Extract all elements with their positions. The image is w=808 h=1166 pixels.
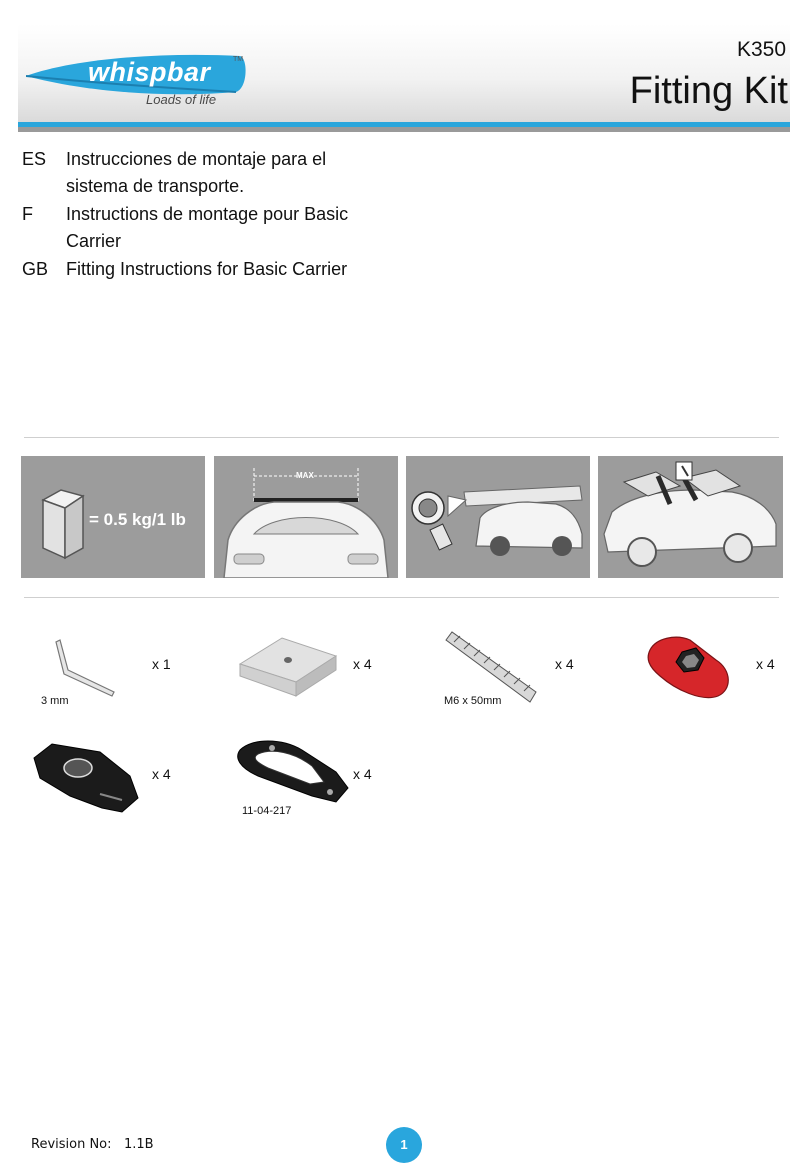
divider-middle <box>24 597 779 598</box>
language-item-gb <box>22 256 402 283</box>
language-list <box>22 146 402 284</box>
logo-tagline: Loads of life <box>146 92 217 107</box>
load-panel <box>598 456 783 578</box>
part-label: 11-04-217 <box>242 805 292 817</box>
header-stripe-grey <box>18 127 790 132</box>
language-item-f <box>22 201 402 255</box>
red-cover-icon <box>646 630 736 702</box>
car-strap-icon <box>406 456 590 578</box>
weight-panel <box>21 456 205 578</box>
foot-pad-icon <box>30 738 142 816</box>
part-qty: x 4 <box>152 766 171 782</box>
page-number-badge: 1 <box>386 1127 422 1163</box>
language-text: Fitting Instructions for Basic Carrier <box>66 259 348 279</box>
strap-panel <box>406 456 590 578</box>
max-spacing-panel <box>214 456 398 578</box>
clamp-bracket-icon <box>232 736 350 806</box>
part-label: M6 x 50mm <box>444 695 502 707</box>
logo-text: whispbar <box>88 57 211 87</box>
weight-label: = 0.5 kg/1 lb <box>89 510 186 529</box>
language-text: Instructions de montage pour Basic Carrier <box>66 204 349 251</box>
hex-key-icon <box>52 636 118 700</box>
part-qty: x 4 <box>353 656 372 672</box>
part-label: 3 mm <box>41 695 69 707</box>
part-qty: x 4 <box>353 766 372 782</box>
part-qty: x 4 <box>756 656 775 672</box>
language-code: GB <box>22 259 49 279</box>
language-code: F <box>22 204 33 224</box>
language-code: ES <box>22 149 47 169</box>
rubber-pad-icon <box>238 636 338 698</box>
trademark-mark: TM <box>233 56 244 63</box>
revision-value: 1.1B <box>124 1137 154 1152</box>
part-qty: x 1 <box>152 656 171 672</box>
page-title: Fitting Kit <box>629 70 788 112</box>
kit-code: K350 <box>736 38 786 61</box>
language-item-es <box>22 146 402 200</box>
revision-label: Revision No: <box>31 1137 112 1152</box>
max-label: MAX <box>296 471 314 480</box>
part-qty: x 4 <box>555 656 574 672</box>
divider-top <box>24 437 779 438</box>
language-text: Instrucciones de montaje para el sistema de transporte. <box>66 149 327 196</box>
car-load-icon <box>598 456 783 578</box>
